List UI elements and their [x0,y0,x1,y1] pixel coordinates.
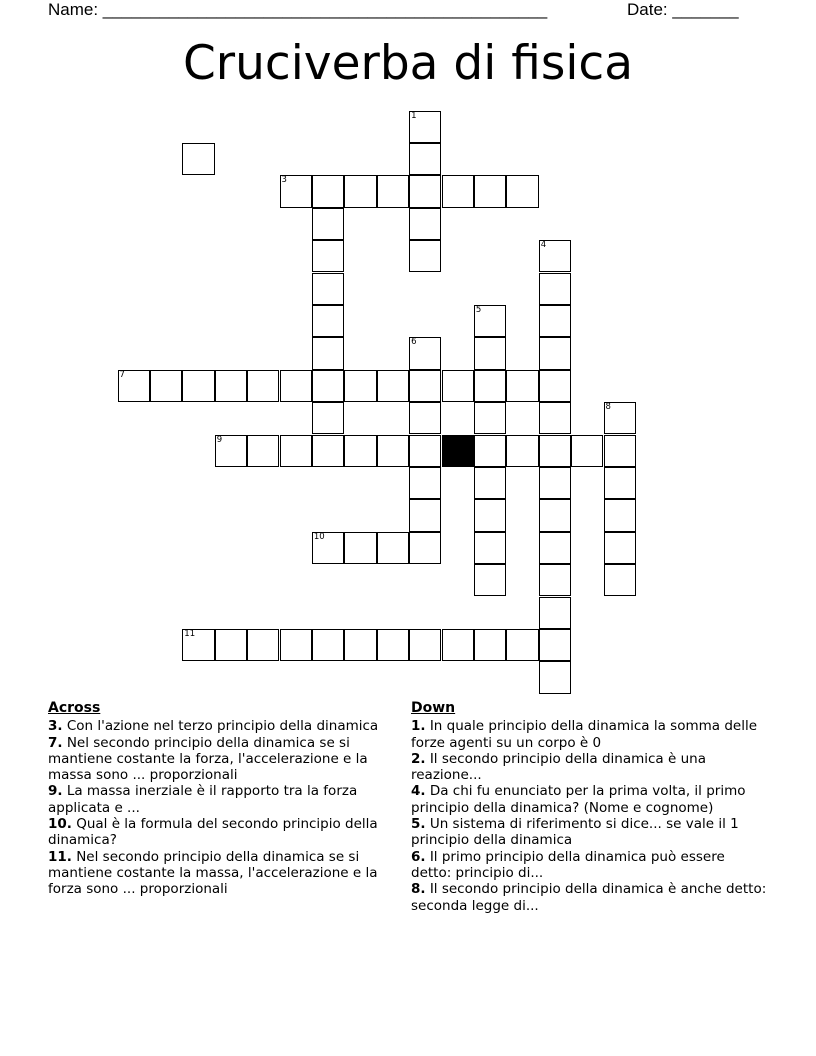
clue-text: Nel secondo principio della dinamica se si mantiene costante la forza, l'accelerazione e la massa sono ... proporzionali [48,734,368,784]
crossword-cell[interactable] [409,499,441,531]
clue-number: 5. [411,816,426,833]
crossword-cell[interactable] [474,402,506,434]
clue-text: Il primo principio della dinamica può essere detto: principio di... [411,848,725,881]
clue-number: 1. [411,718,426,735]
crossword-cell[interactable] [474,532,506,564]
clue-number: 2. [411,750,426,767]
crossword-cell[interactable] [539,240,571,272]
crossword-cell[interactable] [377,175,409,207]
crossword-cell[interactable] [377,370,409,402]
clue-text: Un sistema di riferimento si dice... se vale il 1 principio della dinamica [411,816,739,849]
crossword-cell[interactable] [247,435,279,467]
crossword-cell[interactable] [442,175,474,207]
crossword-cell[interactable] [247,629,279,661]
crossword-cell[interactable] [344,435,376,467]
clue-text: In quale principio della dinamica la somma delle forze agenti su un corpo è 0 [411,718,757,751]
crossword-cell[interactable] [312,175,344,207]
clue-number-label: 3 [281,175,287,186]
crossword-cell[interactable] [442,370,474,402]
crossword-cell[interactable] [280,629,312,661]
crossword-cell[interactable] [539,467,571,499]
crossword-cell[interactable] [182,370,214,402]
crossword-cell[interactable] [442,629,474,661]
crossword-cell[interactable] [571,435,603,467]
clue-number-label: 1 [411,110,417,121]
across-heading: Across [48,700,101,716]
crossword-cell[interactable] [539,435,571,467]
name-field-label: Name: _______________________________________________ [48,0,548,19]
clue-text: Da chi fu enunciato per la prima volta, il primo principio della dinamica? (Nome e cognome) [411,783,746,816]
crossword-cell[interactable] [280,370,312,402]
crossword-cell[interactable] [409,337,441,369]
crossword-cell[interactable] [312,435,344,467]
crossword-cell[interactable] [312,337,344,369]
crossword-cell[interactable] [474,467,506,499]
clue-number-label: 7 [119,369,125,380]
clue-number-label: 6 [411,337,417,348]
crossword-cell[interactable] [539,532,571,564]
crossword-cell[interactable] [215,629,247,661]
crossword-cell[interactable] [312,402,344,434]
crossword-cell[interactable] [409,143,441,175]
clue-number-label: 4 [540,240,547,251]
crossword-cell[interactable] [409,402,441,434]
clue-number: 7. [48,734,63,751]
across-clue-10 [48,816,404,849]
crossword-cell[interactable] [474,305,506,337]
crossword-cell[interactable] [604,532,636,564]
crossword-cell[interactable] [409,435,441,467]
clue-text: Nel secondo principio della dinamica se si mantiene costante la massa, l'accelerazione e la forza sono ... proporzionali [48,848,378,898]
clue-number-label: 11 [184,628,196,639]
crossword-cell[interactable] [604,435,636,467]
crossword-cell[interactable] [215,370,247,402]
crossword-cell[interactable] [312,629,344,661]
down-clue-4 [411,783,767,816]
crossword-cell[interactable] [344,629,376,661]
clue-number: 9. [48,783,63,800]
crossword-cell[interactable] [280,435,312,467]
clue-number: 6. [411,848,426,865]
crossword-cell[interactable] [118,370,150,402]
clue-number-label: 9 [216,434,223,445]
down-clue-1 [411,718,767,751]
crossword-cell[interactable] [539,273,571,305]
crossword-black-cell [442,435,474,467]
across-clues [48,700,404,898]
down-clue-8 [411,881,767,914]
down-clue-2 [411,751,767,784]
crossword-cell[interactable] [280,175,312,207]
crossword-cell[interactable] [506,175,538,207]
clue-number-label: 10 [313,531,325,542]
crossword-cell[interactable] [474,337,506,369]
clue-text: La massa inerziale è il rapporto tra la forza applicata e ... [48,783,358,816]
crossword-cell[interactable] [474,499,506,531]
crossword-cell[interactable] [312,273,344,305]
crossword-cell[interactable] [409,111,441,143]
across-clue-9 [48,783,404,816]
crossword-cell[interactable] [539,305,571,337]
crossword-cell[interactable] [539,661,571,693]
crossword-cell[interactable] [539,337,571,369]
crossword-cell[interactable] [344,175,376,207]
crossword-cell[interactable] [539,629,571,661]
clue-number: 3. [48,718,63,735]
crossword-cell[interactable] [409,175,441,207]
crossword-cell[interactable] [506,370,538,402]
clue-text: Qual è la formula del secondo principio della dinamica? [48,816,378,849]
clue-number: 11. [48,848,72,865]
clue-number: 4. [411,783,426,800]
across-clue-3 [48,718,404,734]
crossword-cell[interactable] [182,143,214,175]
across-clue-11 [48,849,404,898]
down-clues [411,700,767,914]
crossword-cell[interactable] [312,208,344,240]
clue-number: 10. [48,816,72,833]
crossword-cell[interactable] [377,532,409,564]
crossword-cell[interactable] [506,435,538,467]
crossword-cell[interactable] [150,370,182,402]
crossword-cell[interactable] [539,564,571,596]
crossword-cell[interactable] [247,370,279,402]
crossword-cell[interactable] [506,629,538,661]
crossword-cell[interactable] [539,402,571,434]
down-clue-6 [411,849,767,882]
clue-text: Il secondo principio della dinamica è anche detto: seconda legge di... [411,881,767,914]
crossword-cell[interactable] [409,370,441,402]
crossword-cell[interactable] [182,629,214,661]
clue-number: 8. [411,881,426,898]
crossword-cell[interactable] [604,564,636,596]
crossword-cell[interactable] [344,532,376,564]
down-heading: Down [411,700,456,716]
crossword-cell[interactable] [539,499,571,531]
crossword-cell[interactable] [312,305,344,337]
crossword-cell[interactable] [474,175,506,207]
crossword-cell[interactable] [539,370,571,402]
crossword-cell[interactable] [215,435,247,467]
crossword-cell[interactable] [604,402,636,434]
crossword-cell[interactable] [409,240,441,272]
crossword-cell[interactable] [604,499,636,531]
clue-number-label: 5 [475,304,482,315]
crossword-cell[interactable] [539,597,571,629]
page-title: Cruciverba di fisica [182,36,634,91]
crossword-cell[interactable] [409,208,441,240]
down-clue-5 [411,816,767,849]
across-clue-7 [48,735,404,784]
crossword-cell[interactable] [409,532,441,564]
crossword-cell[interactable] [312,240,344,272]
date-field-label: Date: _______ [627,0,739,19]
clue-number-label: 8 [605,402,611,413]
crossword-cell[interactable] [474,629,506,661]
clue-text: Con l'azione nel terzo principio della dinamica [62,718,379,735]
crossword-cell[interactable] [409,629,441,661]
crossword-cell[interactable] [474,435,506,467]
clue-text: Il secondo principio della dinamica è una reazione... [411,750,706,784]
crossword-cell[interactable] [604,467,636,499]
crossword-cell[interactable] [344,370,376,402]
crossword-cell[interactable] [474,370,506,402]
crossword-cell[interactable] [377,629,409,661]
crossword-cell[interactable] [474,564,506,596]
crossword-cell[interactable] [377,435,409,467]
crossword-cell[interactable] [312,370,344,402]
crossword-cell[interactable] [312,532,344,564]
crossword-cell[interactable] [409,467,441,499]
